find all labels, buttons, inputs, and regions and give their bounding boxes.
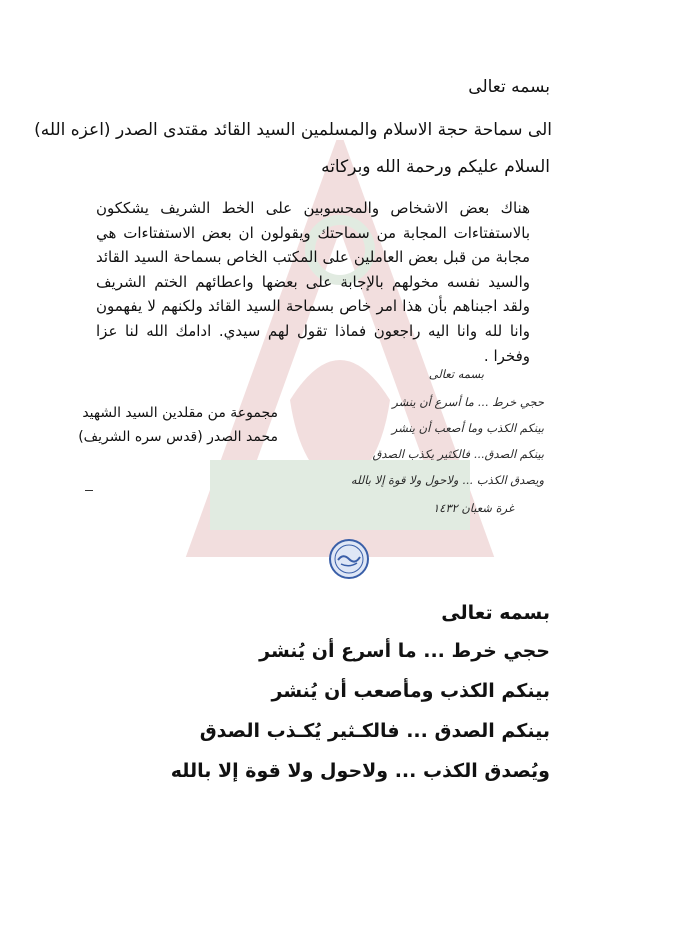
handwritten-basmala: بسمه تعالى: [428, 367, 484, 381]
transcription-line-1: حجي خرط ... ما أسرع أن يُنشر: [259, 640, 550, 662]
letter-body: هناك بعض الاشخاص والمحسوبين على الخط الشريف يشككون بالاستفتاءات المجابة من سماحتك ويقولون ان بعض الاستفتاءات هي مجابة من قبل بعض العاملين على المكتب الخاص بسماحة السيد القائد والسيد نفسه مخولهم بالإجابة على بعضها واعطائهم الختم الشريف ولقد اجبناهم بأن هذا امر خاص بسماحة السيد القائد ولكنهم لا يفهمون وانا لله وانا اليه راجعون فماذا تقول لهم سيدي. ادامك الله لنا عزا وفخرا .: [96, 199, 530, 365]
handwritten-date: غرة شعبان ١٤٣٢: [432, 501, 514, 515]
letter-addressee: الى سماحة حجة الاسلام والمسلمين السيد القائد مقتدى الصدر (اعزه الله): [34, 120, 552, 140]
handwritten-line-3: بينكم الصدق... فالكثير يكذب الصدق: [372, 447, 544, 461]
transcription-line-3: بينكم الصدق ... فالكـثير يُكـذب الصدق: [199, 720, 550, 742]
handwritten-line-1: حجي خرط ... ما أسرع أن ينشر: [392, 395, 544, 409]
divider-dash: [85, 490, 93, 491]
handwritten-reply: [318, 367, 544, 537]
letter-signature: [78, 401, 278, 449]
handwritten-line-2: بينكم الكذب وما أصعب أن ينشر: [391, 421, 544, 435]
transcription-line-4: ويُصدق الكذب ... ولاحول ولا قوة إلا بالله: [170, 760, 550, 782]
letter-greeting: السلام عليكم ورحمة الله وبركاته: [321, 157, 550, 177]
transcription-basmala: بسمه تعالى: [441, 602, 550, 624]
transcription-line-2: بينكم الكذب ومأصعب أن يُنشر: [271, 680, 550, 702]
signature-line-1: مجموعة من مقلدين السيد الشهيد: [82, 405, 278, 421]
signature-line-2: محمد الصدر (قدس سره الشريف): [78, 429, 278, 445]
letter-basmala: بسمه تعالى: [468, 77, 550, 97]
handwritten-line-4: ويصدق الكذب ... ولاحول ولا قوة إلا بالله: [350, 473, 544, 487]
official-seal: [328, 538, 370, 580]
